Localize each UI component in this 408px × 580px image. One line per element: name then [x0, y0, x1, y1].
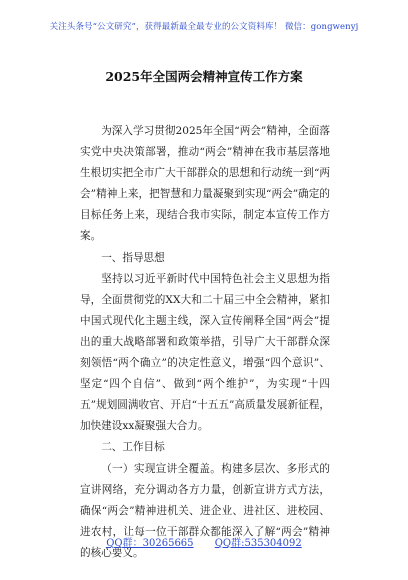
- intro-paragraph: 为深入学习贯彻2025年全国“两会”精神，全面落实党中央决策部署，推动“两会”精神在我市基层落地生根切实把全市广大干部群众的思想和行动统一到“两会”精神上来，把智慧和力量凝聚到实现“两会”确定的目标任务上来，现结合我市实际，制定本宣传工作方案。: [80, 125, 330, 243]
- document-body: [80, 121, 330, 564]
- guiding-ideology-paragraph: 坚持以习近平新时代中国特色社会主义思想为指导，全面贯彻党的XX大和二十届三中全会精神，紧扣中国式现代化主题主线，深入宣传阐释全国“两会”提出的重大战略部署和政策举措，引导广大干部群众深刻领悟“两个确立”的决定性意义，增强“四个意识”、坚定“四个自信”、做到“两个维护”，为实现“十四五”规划圆满收官、开启“十五五”高质量发展新征程，加快建设xx凝聚强大合力。: [80, 272, 330, 433]
- qq-group-link-2[interactable]: QQ群:535304092: [214, 538, 302, 549]
- section-heading-work-goals: 二、工作目标: [101, 441, 165, 454]
- qq-group-link-1[interactable]: QQ群：30265665: [106, 538, 194, 549]
- work-goal-paragraph-1: （一）实现宣讲全覆盖。构建多层次、多形式的宣讲网络，充分调动各方力量，创新宣讲方式方法，确保“两会”精神进机关、进企业、进社区、进校园、进农村，让每一位干部群众都能深入了解“两会”精神的核心要义。: [80, 462, 330, 559]
- footer-contact: [0, 534, 408, 549]
- promo-notice: 关注头条号“公文研究”，获得最新最全最专业的公文资料库！ 微信：gongwenyj: [49, 22, 359, 32]
- document-title: 2025年全国两会精神宣传工作方案: [105, 69, 303, 84]
- section-heading-guiding-ideology: 一、指导思想: [101, 251, 165, 264]
